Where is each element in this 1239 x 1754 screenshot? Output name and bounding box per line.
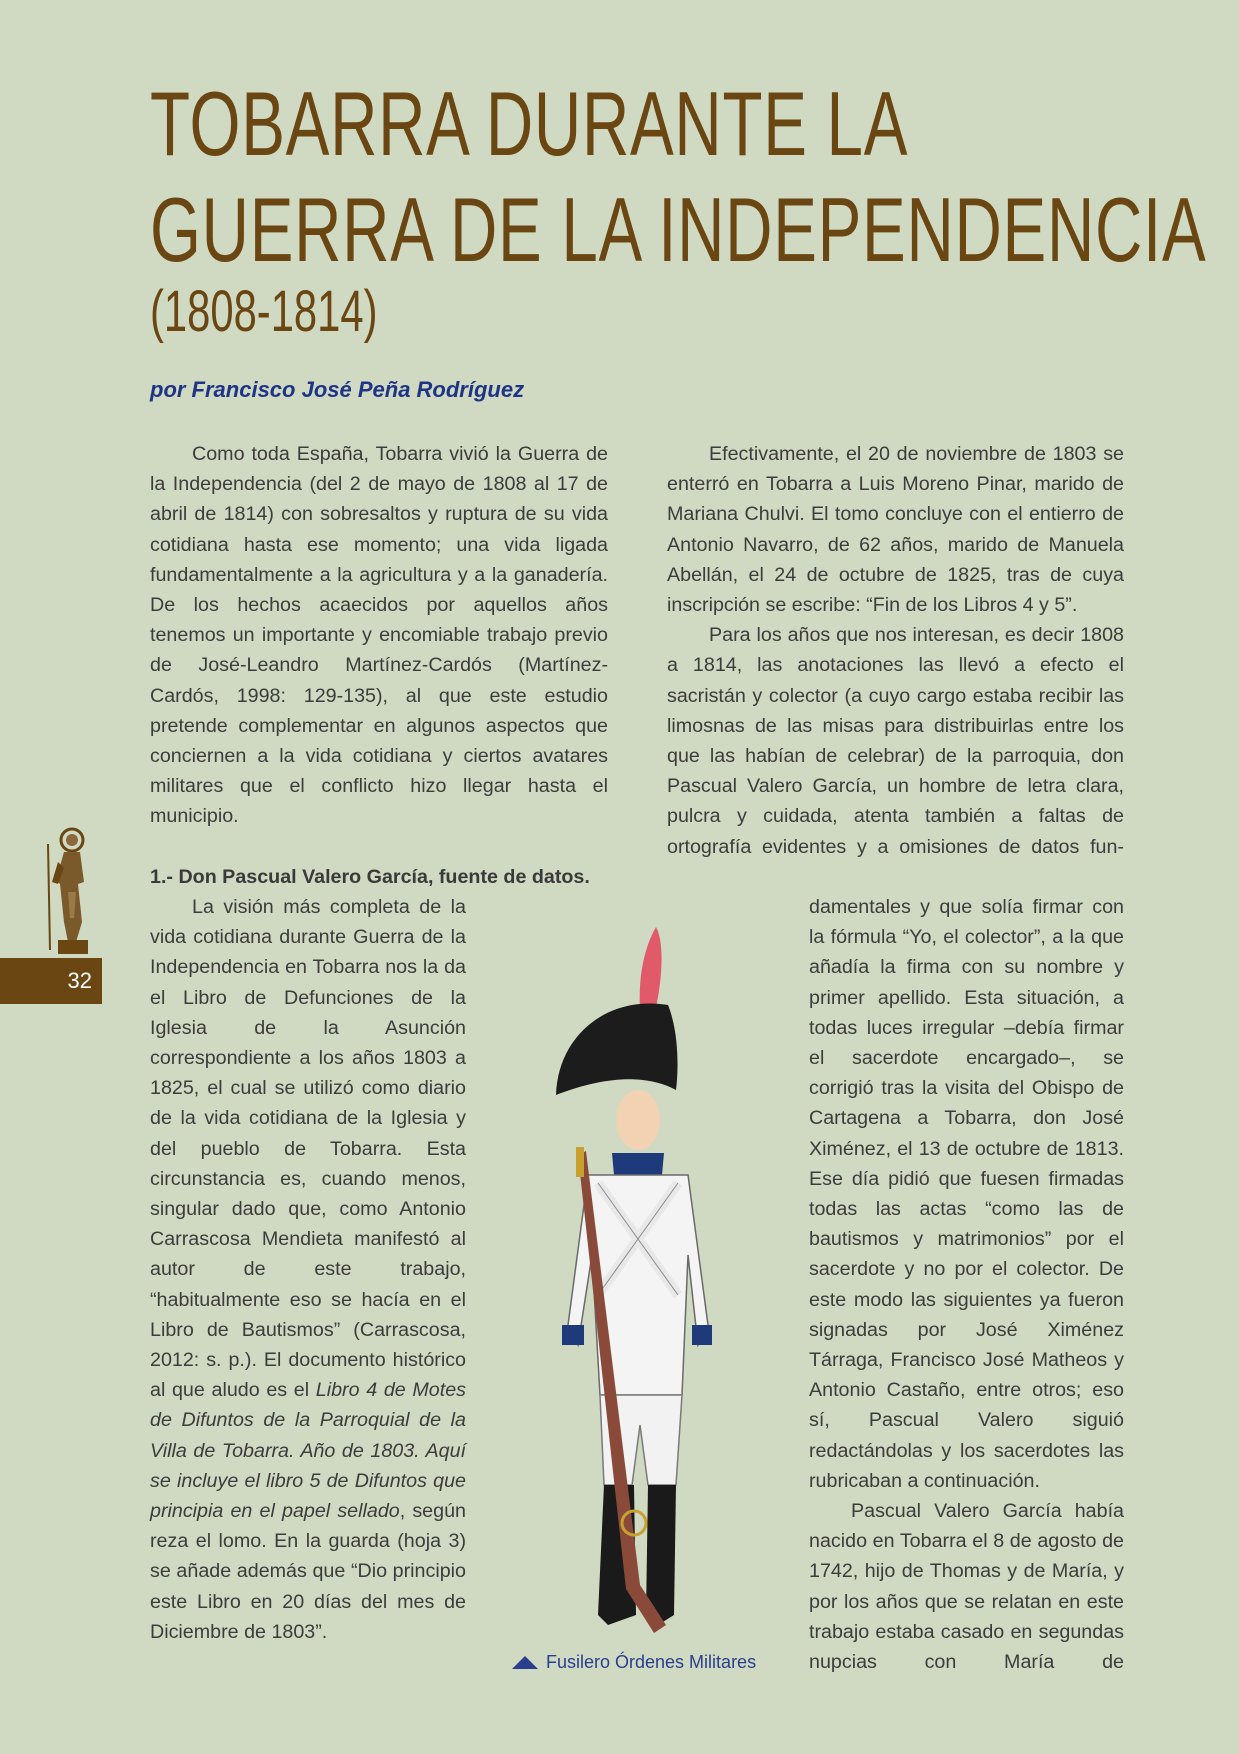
right-paragraph-2-wide: Para los años que nos interesan, es decir 1808 a 1814, las anotaciones las llevó a efecto el sacristán y colector (a cuyo cargo estaba recibir las limosnas de las misas para distribuirlas entre los que las habían de celebrar) de la parroquia, don Pascual Valero García, un hombre de letra clara, pulcra y cuidada, atenta también a faltas de ortografía evidentes y a omisiones de datos fun- [667, 624, 1124, 858]
section-paragraph-end: , según reza el lomo. En la guarda (hoja 3) se añade además que “Dio principio este Libro en 20 días del mes de Diciembre de 1803”. [150, 1500, 466, 1643]
right-column-bottom [809, 1496, 1124, 1677]
right-column-top [667, 439, 1124, 862]
right-column-narrow [809, 892, 1124, 1496]
soldier-illustration [548, 925, 726, 1640]
author-byline: por Francisco José Peña Rodríguez [150, 377, 525, 402]
caption-arrow-icon [512, 1656, 538, 1669]
right-paragraph-2-narrow: damentales y que solía firmar con la fórmula “Yo, el colector”, a la que añadía la firma con su nombre y primer apellido. Esta situación, a todas luces irregular –debía firmar el sacerdote encargado–, se corrigió tras la visita del Obispo de Cartagena a Tobarra, don José Ximénez, el 13 de octubre de 1813. Ese día pidió que fuesen firmadas todas las actas “como las de bautismos y matrimonios” por el sacerdote y no por el colector. De este modo las siguientes ya fueron signadas por José Ximénez Tárraga, Francisco José Matheos y Antonio Castaño, entre otros; eso sí, Pascual Valero siguió redactándolas y los sacerdotes las rubricaban a continuación. [809, 896, 1124, 1492]
title-line-1: TOBARRA DURANTE LA [150, 74, 909, 175]
caption-text: Fusilero Órdenes Militares [546, 1652, 757, 1672]
page-number: 32 [0, 958, 102, 1004]
right-paragraph-3: Pascual Valero García había nacido en Tobarra el 8 de agosto de 1742, hijo de Thomas y de María, y por los años que se relatan en este trabajo estaba casado en segundas nupcias con María de [809, 1500, 1124, 1674]
figure-caption [512, 1652, 756, 1673]
intro-paragraph: Como toda España, Tobarra vivió la Guerra de la Independencia (del 2 de mayo de 1808 al 17 de abril de 1814) con sobresaltos y ruptura de su vida cotidiana hasta ese momento; una vida ligada fundamentalmente a la agricultura y a la ganadería. De los hechos acaecidos por aquellos años tenemos un importante y encomiable trabajo previo de José-Leandro Martínez-Cardós (Martínez-Cardós, 1998: 129-135), al que este estudio pretende complementar en algunos aspectos que conciernen a la vida cotidiana y ciertos avatares militares que el conflicto hizo llegar hasta el municipio. [150, 443, 608, 828]
left-column-intro [150, 439, 608, 832]
section-paragraph-start: La visión más completa de la vida cotidiana durante Guerra de la Independencia en Tobarra nos la da el Libro de Defunciones de la Iglesia de la Asunción correspondiente a los años 1803 a 1825, el cual se utilizó como diario de la vida cotidiana de la Iglesia y del pueblo de Tobarra. Esta circunstancia es, cuando menos, singular dado que, como Antonio Carrascosa Mendieta manifestó al autor de este trabajo, “habitualmente eso se hacía en el Libro de Bautismos” (Carrascosa, 2012: s. p.). El documento histórico al que aludo es el [150, 896, 466, 1402]
title-line-2: GUERRA DE LA INDEPENDENCIA [150, 180, 1207, 281]
section-paragraph [150, 892, 466, 1647]
right-paragraph-1: Efectivamente, el 20 de noviembre de 1803 se enterró en Tobarra a Luis Moreno Pinar, marido de Mariana Chulvi. El tomo concluye con el entierro de Antonio Navarro, de 62 años, marido de Manuela Abellán, el 24 de octubre de 1825, tras de cuya inscripción se escribe: “Fin de los Libros 4 y 5”. [667, 443, 1124, 617]
title-dates: (1808-1814) [150, 279, 378, 344]
article-title [150, 72, 1207, 284]
book-title-italic: Libro 4 de Motes de Difuntos de la Parroquial de la Villa de Tobarra. Año de 1803. Aquí se incluye el libro 5 de Difuntos que principia en el papel sellado [150, 1379, 466, 1523]
statue-icon [38, 822, 102, 958]
section-heading: 1.- Don Pascual Valero García, fuente de datos. [150, 866, 590, 888]
left-column-section [150, 892, 466, 1647]
